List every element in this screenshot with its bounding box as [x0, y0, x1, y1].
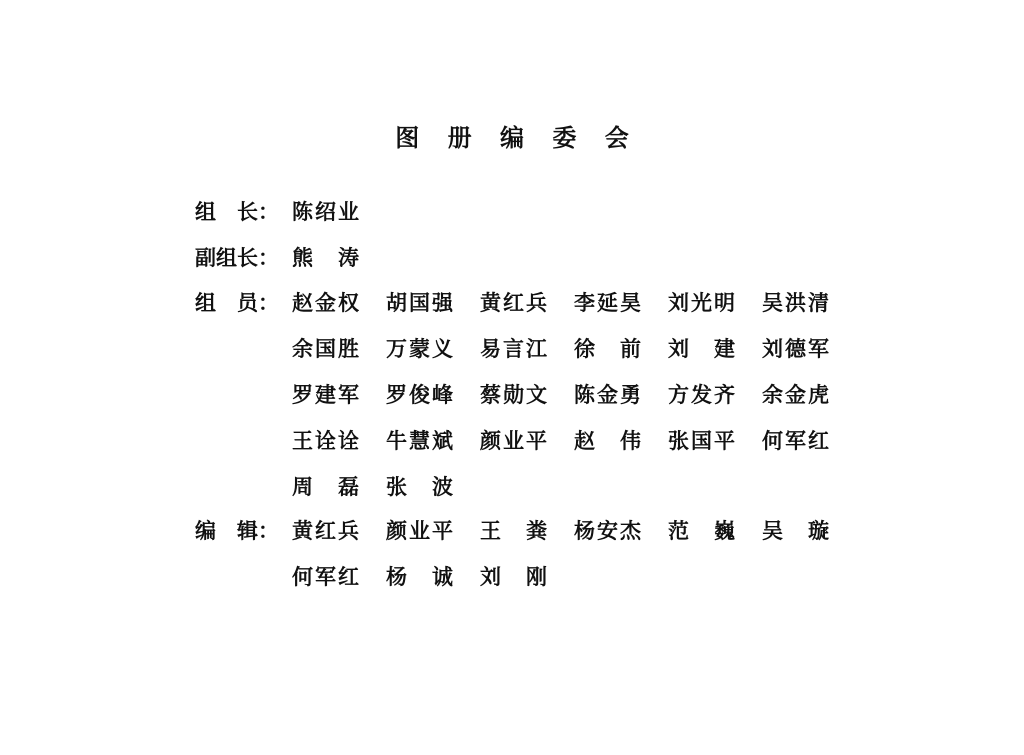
- person-name: 李延昊: [574, 291, 643, 315]
- person-name: 杨 诚: [386, 565, 455, 589]
- person-name: 陈绍业: [292, 200, 361, 224]
- person-name: 颜业平: [386, 519, 455, 543]
- person-name: 王 粪: [480, 519, 549, 543]
- person-name: 易言江: [480, 337, 549, 361]
- person-name: 余金虎: [762, 383, 831, 407]
- members-names: [292, 289, 892, 519]
- person-name: 方发齐: [668, 383, 737, 407]
- person-name: 蔡勋文: [480, 383, 549, 407]
- person-name: 熊 涛: [292, 246, 361, 270]
- person-name: 吴 璇: [762, 519, 831, 543]
- person-name: 张国平: [668, 429, 737, 453]
- person-name: 周 磊: [292, 475, 361, 499]
- name-row: [292, 381, 892, 427]
- person-name: 何军红: [292, 565, 361, 589]
- person-name: 余国胜: [292, 337, 361, 361]
- name-row: [292, 473, 892, 519]
- person-name: 刘 建: [668, 337, 737, 361]
- person-name: 吴洪清: [762, 291, 831, 315]
- person-name: 赵金权: [292, 291, 361, 315]
- page-title: 图 册 编 委 会: [395, 124, 639, 152]
- deputy-leader-names: [292, 244, 892, 290]
- person-name: 黄红兵: [480, 291, 549, 315]
- person-name: 颜业平: [480, 429, 549, 453]
- person-name: 王诠诠: [292, 429, 361, 453]
- name-row: [292, 563, 892, 609]
- leader-names: [292, 198, 892, 244]
- person-name: 胡国强: [386, 291, 455, 315]
- person-name: 陈金勇: [574, 383, 643, 407]
- name-row: [292, 289, 892, 335]
- name-row: [292, 335, 892, 381]
- person-name: 刘光明: [668, 291, 737, 315]
- name-row: [292, 427, 892, 473]
- person-name: 范 巍: [668, 519, 737, 543]
- person-name: 刘 刚: [480, 565, 549, 589]
- person-name: 赵 伟: [574, 429, 643, 453]
- person-name: 罗俊峰: [386, 383, 455, 407]
- person-name: 牛慧斌: [386, 429, 455, 453]
- person-name: 刘德军: [762, 337, 831, 361]
- deputy-leader-label: 副组长：: [195, 246, 279, 270]
- person-name: 张 波: [386, 475, 455, 499]
- editors-names: [292, 517, 892, 609]
- person-name: 黄红兵: [292, 519, 361, 543]
- person-name: 何军红: [762, 429, 831, 453]
- person-name: 徐 前: [574, 337, 643, 361]
- leader-label: 组 长：: [195, 200, 279, 224]
- editors-label: 编 辑：: [195, 519, 279, 543]
- name-row: [292, 244, 892, 290]
- members-label: 组 员：: [195, 291, 279, 315]
- person-name: 罗建军: [292, 383, 361, 407]
- person-name: 杨安杰: [574, 519, 643, 543]
- person-name: 万蒙义: [386, 337, 455, 361]
- name-row: [292, 198, 892, 244]
- name-row: [292, 517, 892, 563]
